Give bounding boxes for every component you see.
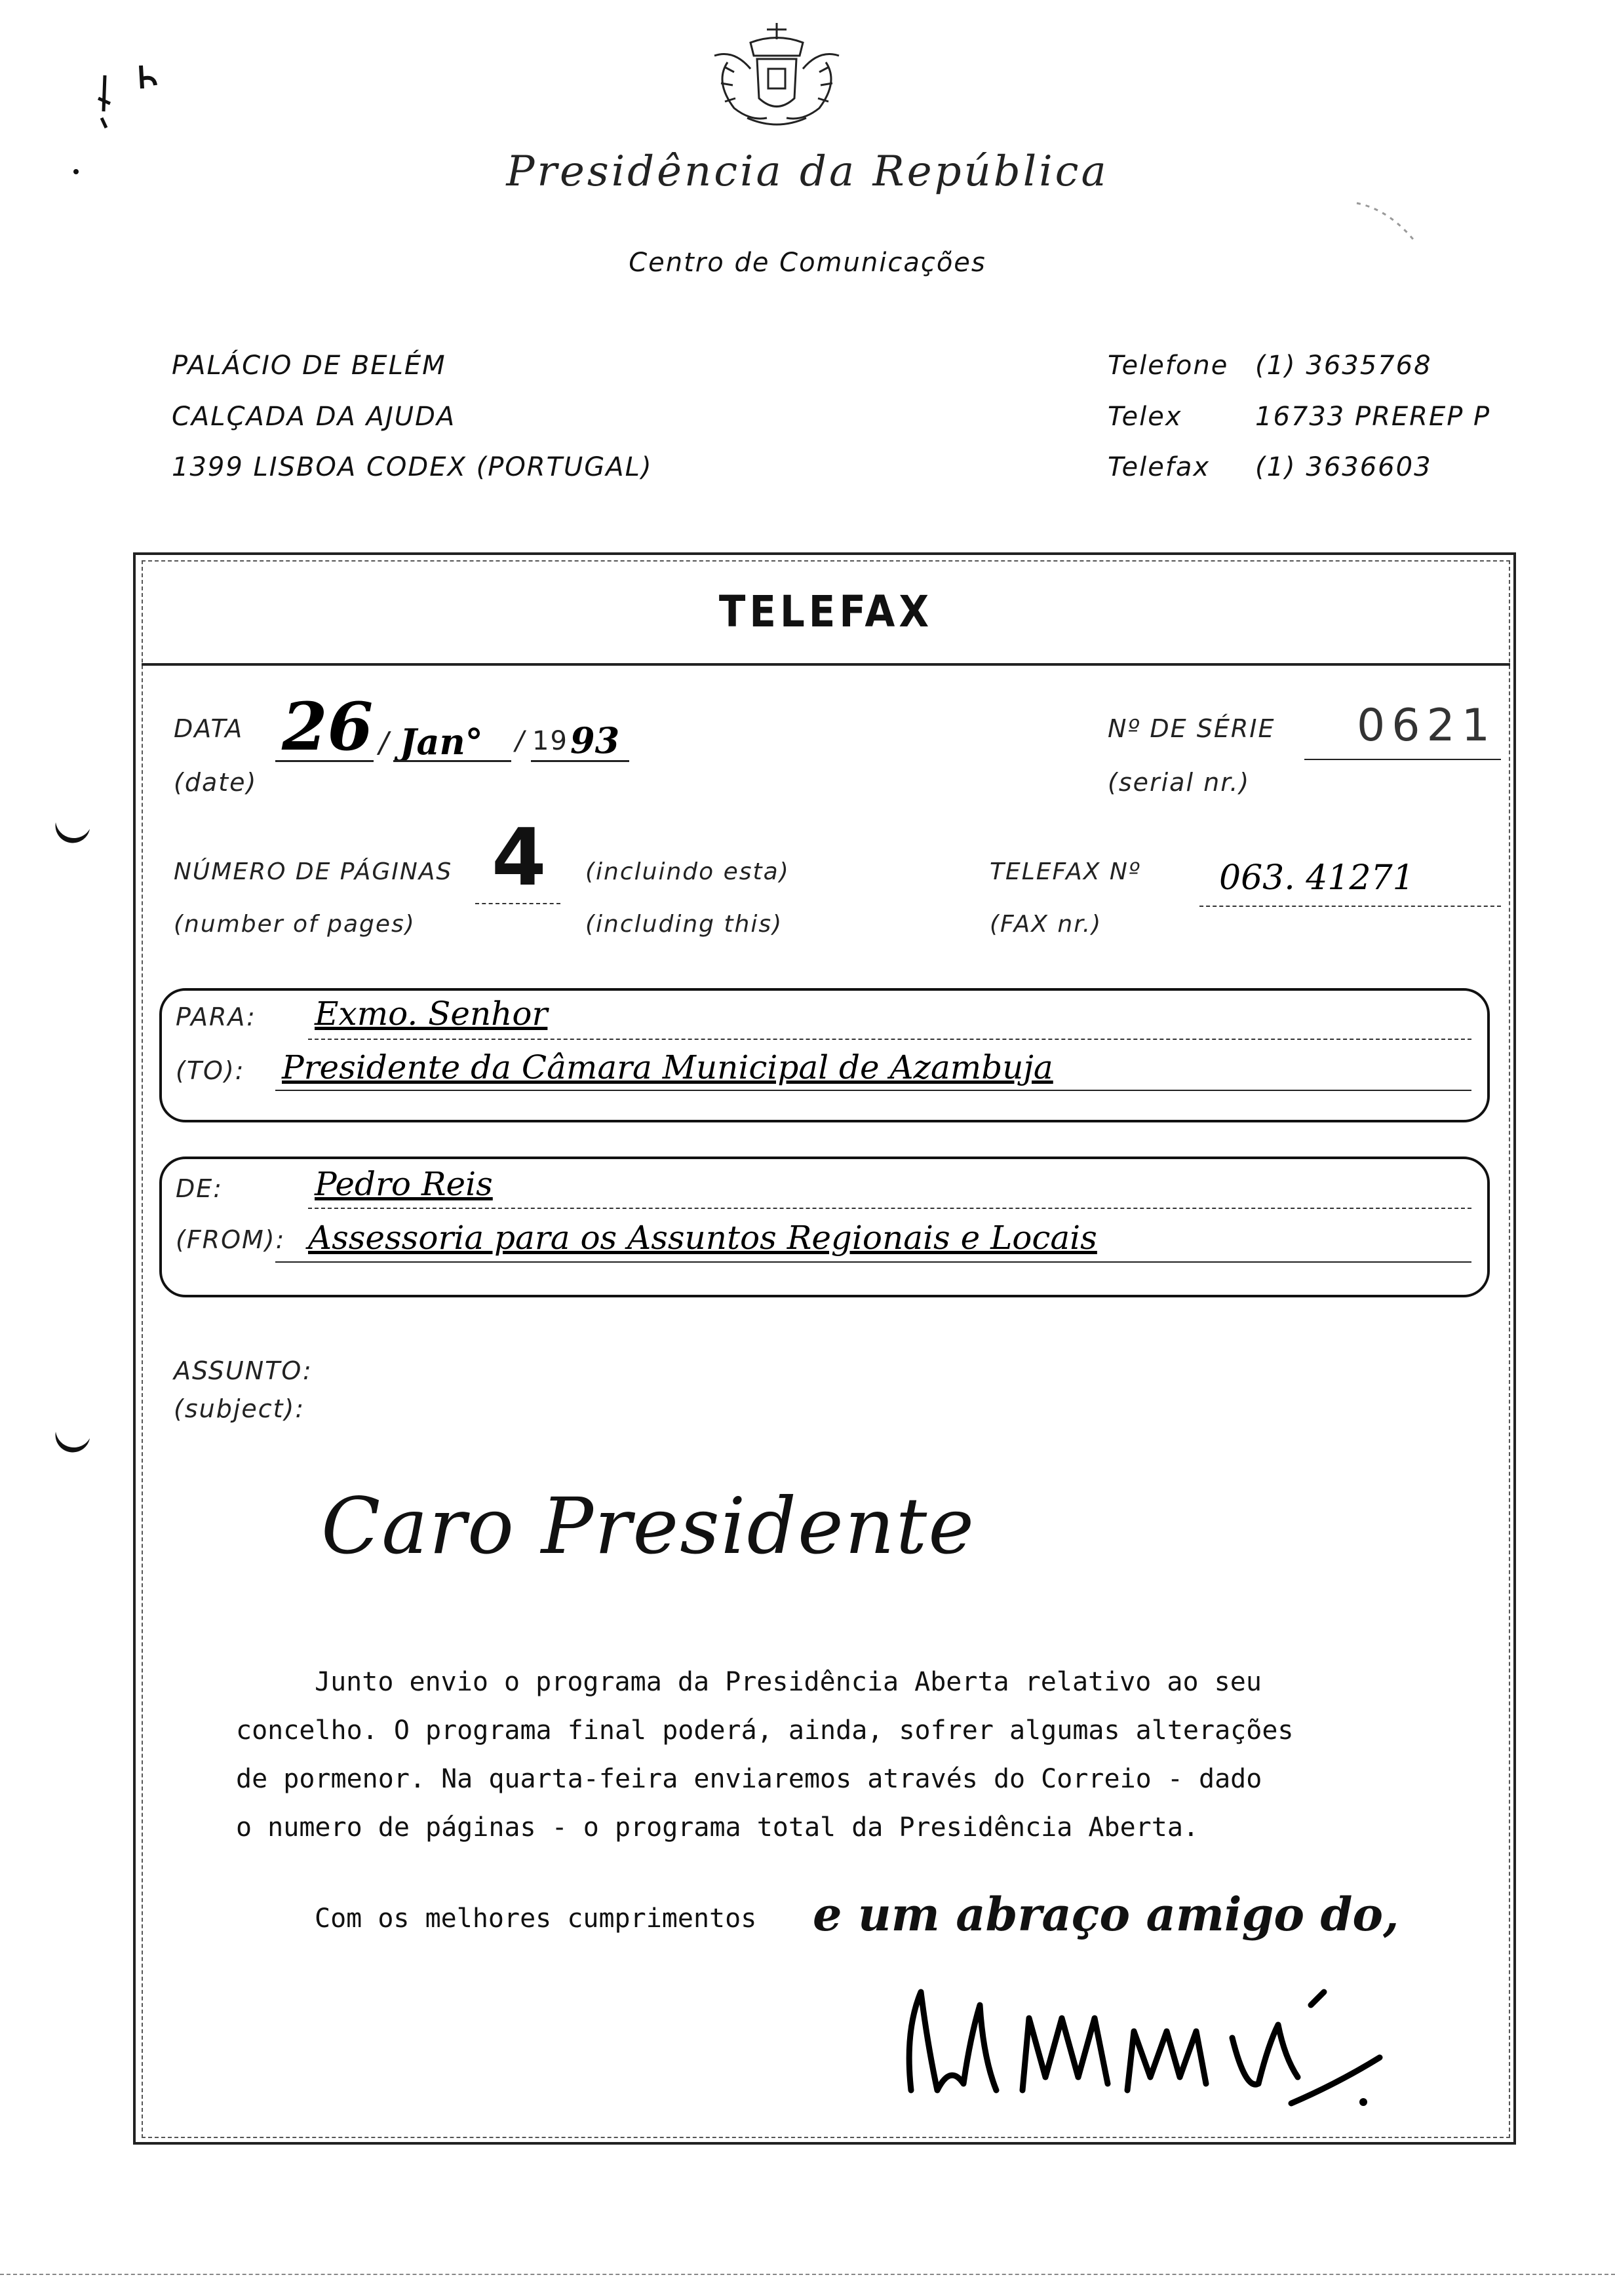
date-year-line bbox=[531, 760, 629, 762]
signature-icon bbox=[891, 1979, 1390, 2110]
from-label: DE: bbox=[176, 1174, 224, 1203]
form-title: TELEFAX bbox=[718, 586, 933, 637]
faint-stamp bbox=[1350, 197, 1429, 262]
pages-sublabel: (number of pages) bbox=[174, 911, 416, 938]
pages-line bbox=[475, 903, 560, 904]
telex-value: 16733 PREREP P bbox=[1255, 402, 1491, 432]
to-line-1-rule bbox=[308, 1039, 1471, 1040]
date-day: 26 bbox=[282, 688, 374, 765]
fax-no-value: 063. 41271 bbox=[1219, 858, 1414, 898]
address-line-3: 1399 LISBOA CODEX (PORTUGAL) bbox=[172, 452, 653, 482]
stray-mark bbox=[134, 62, 161, 95]
serial-label: Nº DE SÉRIE bbox=[1108, 714, 1275, 743]
bottom-scan-noise bbox=[0, 2274, 1615, 2275]
pages-incl: (incluindo esta) bbox=[585, 858, 790, 885]
stray-mark bbox=[92, 72, 118, 131]
date-year-prefix: 19 bbox=[532, 726, 568, 756]
punch-hole-icon bbox=[49, 1419, 95, 1464]
coat-of-arms-icon bbox=[688, 10, 865, 134]
date-sep-1: / bbox=[379, 726, 390, 759]
from-line-2: Assessoria para os Assuntos Regionais e Locais bbox=[308, 1219, 1097, 1257]
department-name: Centro de Comunicações bbox=[629, 248, 986, 278]
paragraph-line-2: concelho. O programa final poderá, ainda, sofrer algumas alterações bbox=[236, 1715, 1294, 1746]
pages-incl-sub: (including this) bbox=[585, 911, 783, 938]
address-line-1: PALÁCIO DE BELÉM bbox=[172, 351, 446, 381]
to-line-2-rule bbox=[275, 1090, 1471, 1091]
telefax-label: Telefax bbox=[1108, 452, 1211, 482]
pages-value: 4 bbox=[492, 813, 547, 904]
salutation: Caro Presidente bbox=[321, 1481, 976, 1571]
paragraph-line-1: Junto envio o programa da Presidência Aberta relativo ao seu bbox=[315, 1667, 1262, 1697]
closing-handwritten: e um abraço amigo do, bbox=[813, 1887, 1399, 1942]
to-line-1: Exmo. Senhor bbox=[315, 995, 548, 1033]
telefax-value: (1) 3636603 bbox=[1255, 452, 1432, 482]
date-label: DATA bbox=[174, 714, 244, 743]
to-sublabel: (TO): bbox=[176, 1056, 245, 1085]
fax-no-label: TELEFAX Nº bbox=[990, 858, 1141, 885]
telex-label: Telex bbox=[1108, 402, 1182, 432]
from-line-1-rule bbox=[308, 1208, 1471, 1209]
institution-name: Presidência da República bbox=[506, 147, 1109, 196]
paragraph-line-3: de pormenor. Na quarta-feira enviaremos através do Correio - dado bbox=[236, 1764, 1262, 1794]
phone-value: (1) 3635768 bbox=[1255, 351, 1432, 381]
date-month: Jan° bbox=[400, 721, 483, 763]
from-line-1: Pedro Reis bbox=[315, 1165, 493, 1203]
to-label: PARA: bbox=[176, 1003, 256, 1031]
punch-hole-icon bbox=[49, 809, 95, 855]
date-month-line bbox=[393, 760, 511, 762]
date-sublabel: (date) bbox=[174, 768, 258, 797]
date-day-line bbox=[275, 760, 374, 762]
fax-no-line bbox=[1199, 906, 1501, 907]
to-line-2: Presidente da Câmara Municipal de Azambuja bbox=[282, 1048, 1053, 1086]
pages-label: NÚMERO DE PÁGINAS bbox=[174, 858, 453, 885]
from-line-2-rule bbox=[275, 1261, 1471, 1263]
from-sublabel: (FROM): bbox=[176, 1225, 286, 1254]
address-line-2: CALÇADA DA AJUDA bbox=[172, 402, 456, 432]
serial-line bbox=[1304, 759, 1501, 760]
closing-text: Com os melhores cumprimentos bbox=[315, 1904, 757, 1934]
date-sep-2: / bbox=[515, 726, 526, 756]
paragraph-line-4: o numero de páginas - o programa total da Presidência Aberta. bbox=[236, 1812, 1199, 1843]
subject-label: ASSUNTO: bbox=[174, 1356, 313, 1385]
title-separator bbox=[142, 663, 1510, 666]
serial-sublabel: (serial nr.) bbox=[1108, 768, 1251, 797]
serial-value: 0621 bbox=[1357, 700, 1497, 752]
fax-no-sublabel: (FAX nr.) bbox=[990, 911, 1102, 938]
date-year: 93 bbox=[570, 719, 620, 761]
phone-label: Telefone bbox=[1108, 351, 1229, 381]
subject-sublabel: (subject): bbox=[174, 1394, 305, 1423]
